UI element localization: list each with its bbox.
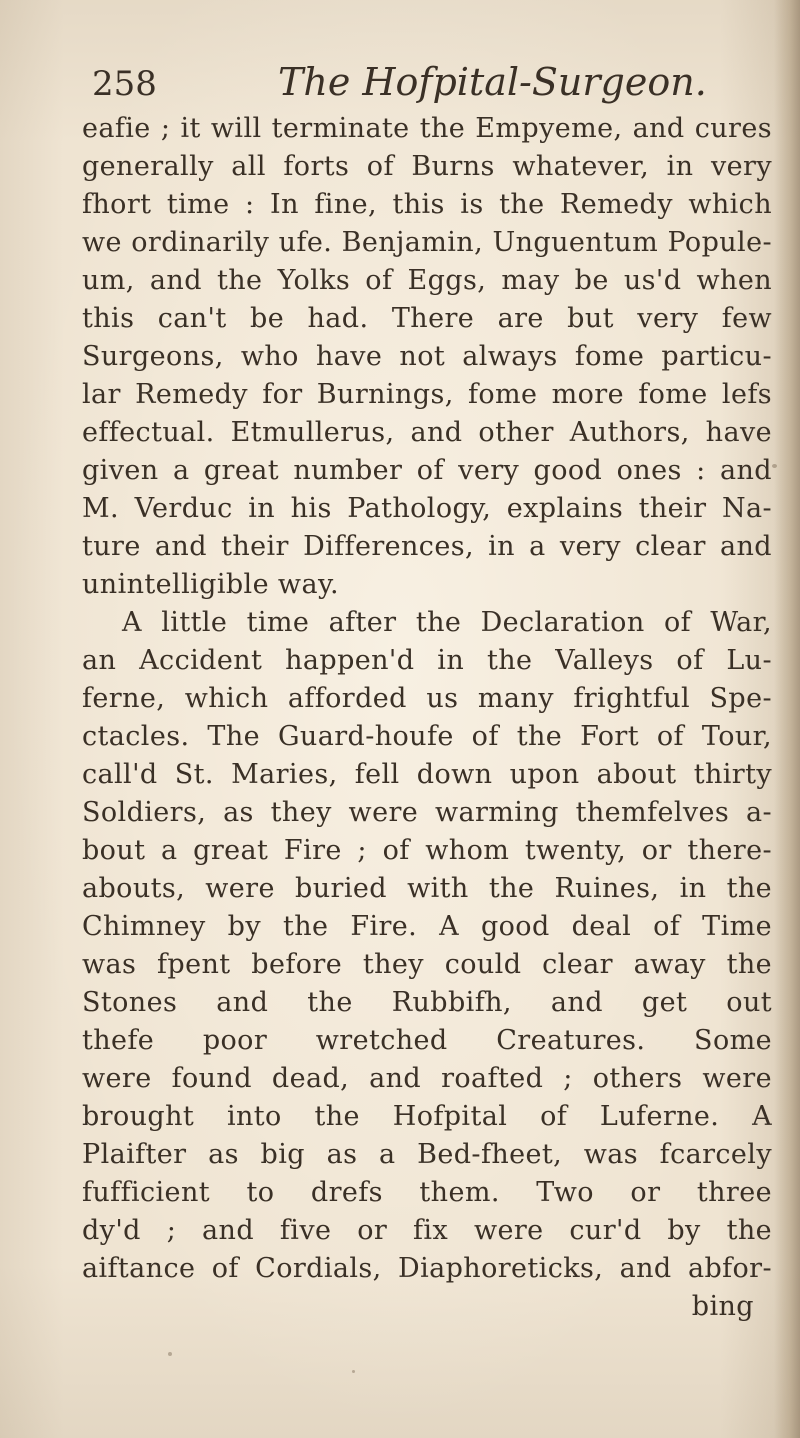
text-line: was fpent before they could clear away the [82, 949, 772, 980]
text-line: um, and the Yolks of Eggs, may be us'd when [82, 265, 772, 296]
text-line: Soldiers, as they were warming themfelves a- [82, 797, 772, 828]
paper-speck [772, 464, 777, 468]
text-line: Surgeons, who have not always fome particu- [82, 341, 772, 372]
text-line: eafie ; it will terminate the Empyeme, and cures [82, 113, 772, 144]
text-line: aiftance of Cordials, Diaphoreticks, and abfor- [82, 1253, 772, 1284]
text-line: lar Remedy for Burnings, fome more fome lefs [82, 379, 772, 410]
text-line: Stones and the Rubbifh, and get out [82, 987, 772, 1018]
text-line: this can't be had. There are but very few [82, 303, 772, 334]
text-line: were found dead, and roafted ; others were [82, 1063, 772, 1094]
text-line: fhort time : In fine, this is the Remedy which [82, 189, 772, 220]
text-line: M. Verduc in his Pathology, explains their Na- [82, 493, 772, 524]
text-line: thefe poor wretched Creatures. Some [82, 1025, 772, 1056]
text-line: call'd St. Maries, fell down upon about thirty [82, 759, 772, 790]
text-line: brought into the Hofpital of Luferne. A [82, 1101, 772, 1132]
text-line: effectual. Etmullerus, and other Authors, have [82, 417, 772, 448]
text-line: ctacles. The Guard-houfe of the Fort of Tour, [82, 721, 772, 752]
text-line: we ordinarily ufe. Benjamin, Unguentum Popule- [82, 227, 772, 258]
page-edge-shadow [774, 0, 800, 1438]
text-line: dy'd ; and five or fix were cur'd by the [82, 1215, 772, 1246]
paragraph-start-line: A little time after the Declaration of War, [122, 607, 772, 638]
paragraph-end-line: unintelligible way. [82, 569, 339, 600]
text-line: Chimney by the Fire. A good deal of Time [82, 911, 772, 942]
text-line: fufficient to drefs them. Two or three [82, 1177, 772, 1208]
text-line: given a great number of very good ones : and [82, 455, 772, 486]
text-line: ferne, which afforded us many frightful Spe- [82, 683, 772, 714]
catchword: bing [691, 1291, 754, 1322]
text-line: generally all forts of Burns whatever, in very [82, 151, 772, 182]
paper-speck [352, 1370, 355, 1373]
text-line: Plaifter as big as a Bed-fheet, was fcarcely [82, 1139, 772, 1170]
text-line: ture and their Differences, in a very clear and [82, 531, 772, 562]
running-title: The Hofpital-Surgeon. [278, 60, 707, 104]
paper-speck [168, 1352, 172, 1356]
page-header [92, 58, 732, 108]
page-number: 258 [92, 64, 157, 104]
text-line: an Accident happen'd in the Valleys of Lu- [82, 645, 772, 676]
body-text [82, 110, 772, 1326]
text-line: abouts, were buried with the Ruines, in the [82, 873, 772, 904]
text-line: bout a great Fire ; of whom twenty, or there- [82, 835, 772, 866]
